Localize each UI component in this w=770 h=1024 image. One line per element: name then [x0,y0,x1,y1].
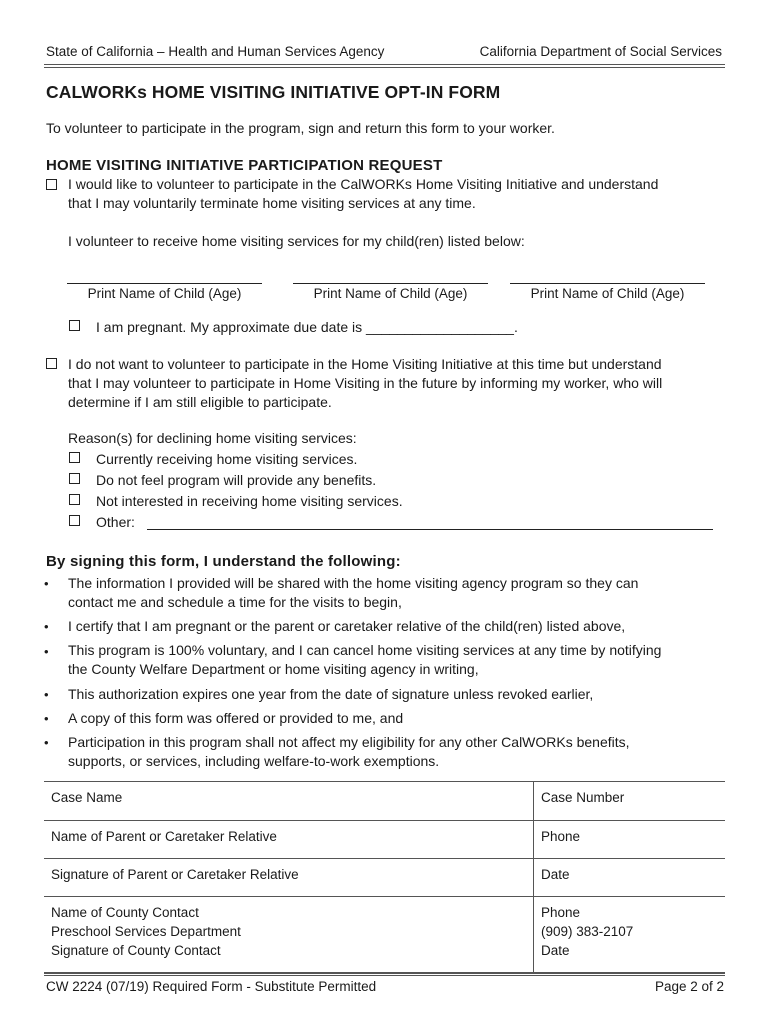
understanding-item-6-line-2: supports, or services, including welfare-to-work exemptions. [68,753,440,769]
understanding-item-5: A copy of this form was offered or provided to me, and [68,710,404,726]
reason-current: Currently receiving home visiting services. [96,451,358,467]
county-date-label: Date [541,943,570,958]
reason-checkbox-not-interested[interactable] [69,494,80,505]
case-name-label: Case Name [51,790,123,805]
participation-heading: HOME VISITING INITIATIVE PARTICIPATION REQUEST [46,157,443,174]
page-number: Page 2 of 2 [654,979,724,994]
date-field[interactable] [534,859,726,897]
agency-header: State of California – Health and Human Services Agency [46,44,385,59]
child-name-field-1[interactable] [67,283,262,284]
optout-checkbox[interactable] [46,358,57,369]
phone-label: Phone [541,829,581,844]
reason-checkbox-current[interactable] [69,452,80,463]
parent-signature-label: Signature of Parent or Caretaker Relative [51,867,299,882]
case-number-label: Case Number [541,790,625,805]
understanding-item-6 [68,733,728,771]
optin-text-1: I would like to volunteer to participate in the CalWORKs Home Visiting Initiative and understand [68,176,659,192]
case-name-field[interactable] [44,782,534,821]
bullet-3: • [44,644,49,659]
bullet-2: • [44,619,49,634]
county-contact-field[interactable] [44,897,534,974]
child-name-field-2[interactable] [293,283,488,284]
children-intro: I volunteer to receive home visiting services for my child(ren) listed below: [68,233,525,249]
other-reason-field[interactable] [147,529,713,530]
understanding-item-4: This authorization expires one year from the date of signature unless revoked earlier, [68,686,594,702]
reason-no-benefit: Do not feel program will provide any benefits. [96,472,377,488]
bullet-5: • [44,711,49,726]
county-signature-label: Signature of County Contact [51,943,221,958]
understanding-item-1-line-2: contact me and schedule a time for the visits to begin, [68,594,402,610]
reason-other: Other: [96,514,135,530]
bullet-1: • [44,576,49,591]
optout-text-1: I do not want to volunteer to participate in the Home Visiting Initiative at this time but understand [68,356,662,372]
child-name-field-3[interactable] [510,283,705,284]
signature-fields-table [44,781,725,974]
date-label: Date [541,867,570,882]
form-number: CW 2224 (07/19) Required Form - Substitute Permitted [46,979,377,994]
optin-checkbox[interactable] [46,179,57,190]
department-header: California Department of Social Services [479,44,722,59]
understanding-item-2: I certify that I am pregnant or the parent or caretaker relative of the child(ren) listed above, [68,618,626,634]
understanding-heading: By signing this form, I understand the following: [46,553,401,570]
child-caption-1: Print Name of Child (Age) [87,286,242,301]
reason-checkbox-no-benefit[interactable] [69,473,80,484]
county-phone-label: Phone [541,905,581,920]
bullet-4: • [44,687,49,702]
understanding-item-1-line-1: The information I provided will be shared with the home visiting agency program so they can [68,575,639,591]
child-caption-3: Print Name of Child (Age) [530,286,685,301]
county-contact-value: Preschool Services Department [51,924,241,939]
reason-not-interested: Not interested in receiving home visiting services. [96,493,403,509]
form-instructions: To volunteer to participate in the program, sign and return this form to your worker. [46,120,555,136]
pregnant-checkbox[interactable] [69,320,80,331]
reason-checkbox-other[interactable] [69,515,80,526]
phone-field[interactable] [534,821,726,859]
county-phone-value: (909) 383-2107 [541,924,634,939]
case-number-field[interactable] [534,782,726,821]
parent-signature-field[interactable] [44,859,534,897]
form-title: CALWORKs HOME VISITING INITIATIVE OPT-IN FORM [46,82,501,102]
bullet-6: • [44,735,49,750]
optout-text-2: that I may volunteer to participate in Home Visiting in the future by informing my worker, who will [68,375,663,391]
understanding-item-3-line-1: This program is 100% voluntary, and I can cancel home visiting services at any time by notifying [68,642,662,658]
parent-name-field[interactable] [44,821,534,859]
understanding-item-3 [68,641,728,679]
parent-name-label: Name of Parent or Caretaker Relative [51,829,277,844]
understanding-item-6-line-1: Participation in this program shall not affect my eligibility for any other CalWORKs benefits, [68,734,630,750]
optin-text-2: that I may voluntarily terminate home visiting services at any time. [68,195,476,211]
child-caption-2: Print Name of Child (Age) [313,286,468,301]
county-contact-label: Name of County Contact [51,905,199,920]
optout-text-3: determine if I am still eligible to participate. [68,394,332,410]
header-rule [44,64,725,68]
reasons-heading: Reason(s) for declining home visiting services: [68,430,357,446]
understanding-item-1 [68,574,728,612]
pregnant-text: I am pregnant. My approximate due date is ___________________. [96,319,518,335]
understanding-item-3-line-2: the County Welfare Department or home visiting agency in writing, [68,661,479,677]
footer-rule [44,972,725,976]
county-phone-field[interactable] [534,897,726,974]
